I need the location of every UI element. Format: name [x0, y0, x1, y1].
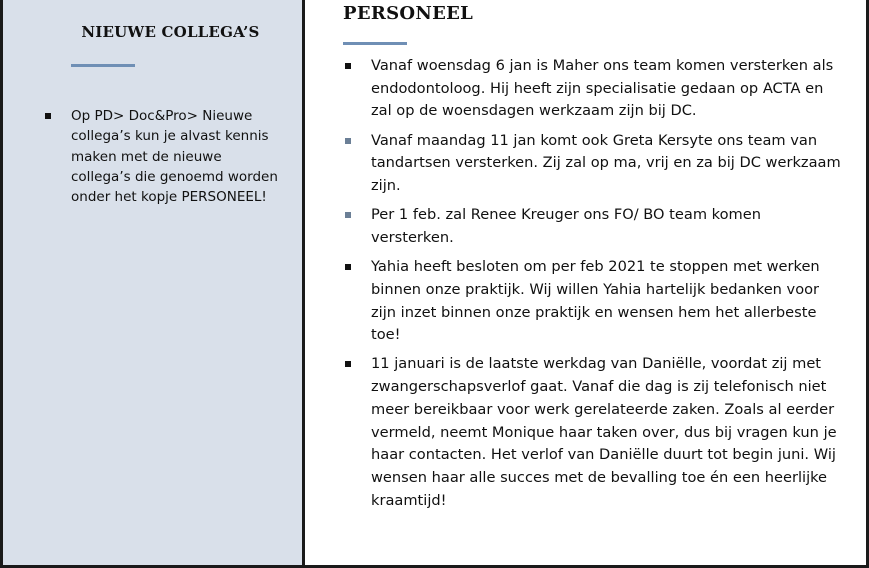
- list-item: [341, 204, 841, 249]
- list-item: [341, 353, 841, 512]
- sidebar-title: NIEUWE COLLEGA’S: [81, 23, 260, 41]
- list-item: [341, 55, 841, 123]
- list-item: [341, 256, 841, 347]
- sidebar-list-item: [39, 106, 279, 207]
- list-item-text: Per 1 feb. zal Renee Kreuger ons FO/ BO team komen versterken.: [371, 206, 761, 246]
- list-item-text: Vanaf maandag 11 jan komt ook Greta Kersyte ons team van tandartsen versterken. Zij zal op ma, vrij en za bij DC werkzaam zijn.: [371, 131, 841, 195]
- main-panel: [305, 0, 869, 568]
- bullet-square-icon: [345, 361, 351, 367]
- main-title: PERSONEEL: [343, 3, 474, 24]
- main-title-rule: [343, 42, 407, 45]
- bullet-square-icon: [345, 63, 351, 69]
- bullet-square-icon: [345, 212, 351, 218]
- list-item-text: Yahia heeft besloten om per feb 2021 te stoppen met werken binnen onze praktijk. Wij willen Yahia hartelijk bedanken voor zijn inzet binnen onze praktijk en wensen hem het allerbeste toe!: [371, 258, 820, 344]
- sidebar-panel: [0, 0, 305, 568]
- list-item: [341, 130, 841, 198]
- bullet-square-icon: [45, 113, 51, 119]
- bullet-square-icon: [345, 138, 351, 144]
- list-item-text: Vanaf woensdag 6 jan is Maher ons team komen versterken als endodontoloog. Hij heeft zijn specialisatie gedaan op ACTA en zal op de woensdagen werkzaam zijn bij DC.: [371, 57, 834, 120]
- list-item-text: 11 januari is de laatste werkdag van Daniëlle, voordat zij met zwangerschapsverlof gaat. Vanaf die dag is zij telefonisch niet meer bereikbaar voor werk gerelateerde zaken. Zoals al eerder vermeld, neemt Monique haar taken over, dus bij vragen kun je haar contacten. Het verlof van Daniëlle duurt tot begin juni. Wij wensen haar alle succes met de bevalling toe én een heerlijke kraamtijd!: [371, 355, 837, 509]
- sidebar-title-rule: [71, 64, 135, 67]
- personnel-list: [341, 55, 841, 519]
- bullet-square-icon: [345, 264, 351, 270]
- sidebar-list-item-text: Op PD> Doc&Pro> Nieuwe collega’s kun je alvast kennis maken met de nieuwe collega’s die genoemd worden onder het kopje PERSONEEL!: [71, 108, 278, 206]
- sidebar-list: [39, 106, 279, 207]
